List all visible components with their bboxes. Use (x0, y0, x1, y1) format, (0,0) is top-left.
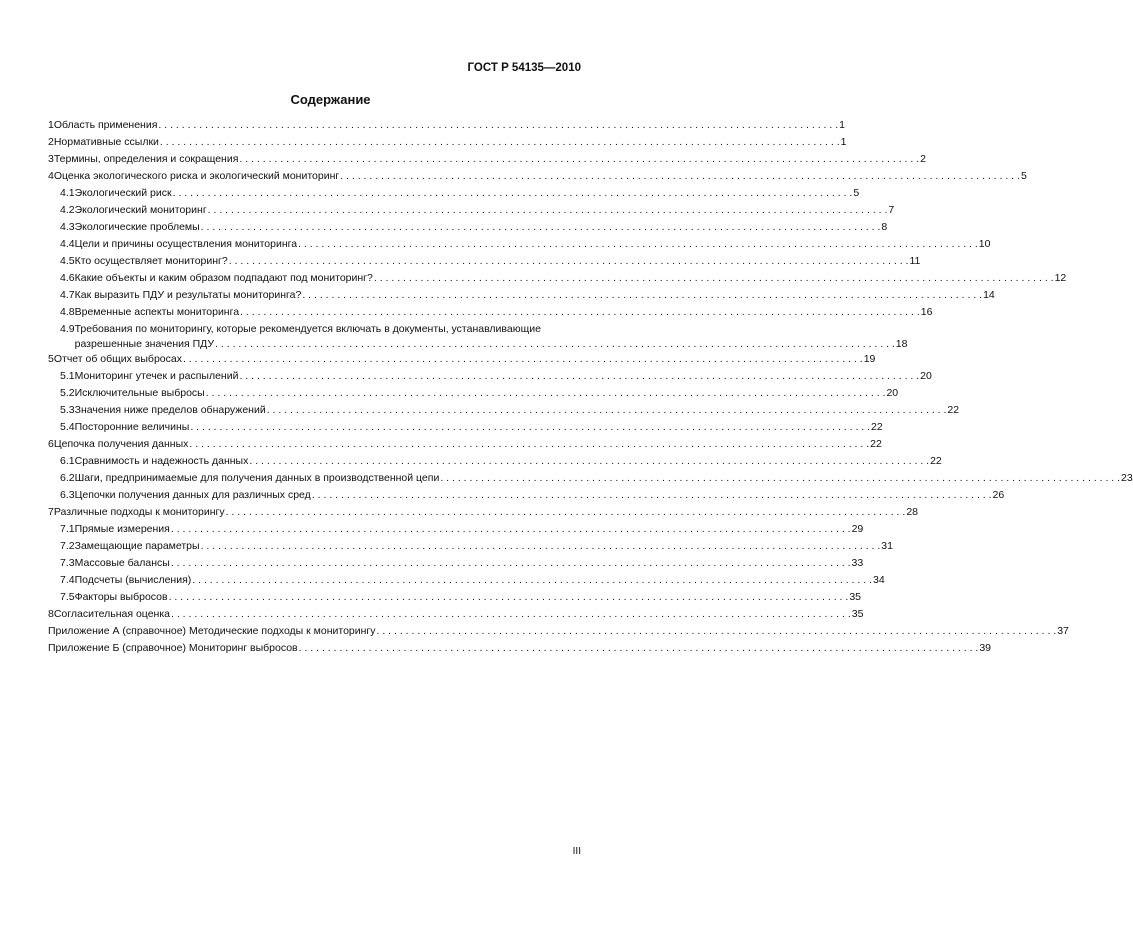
toc-entry-number: 4.5 (60, 255, 75, 267)
dot-leader (312, 488, 992, 503)
dot-leader (189, 437, 869, 452)
page-number: III (572, 846, 581, 857)
toc-entry-number: 1 (48, 119, 54, 131)
toc-entry-label: Подсчеты (вычисления) (74, 574, 192, 586)
toc-entry-page: 31 (881, 540, 893, 552)
toc-entry-number: 3 (48, 153, 54, 165)
toc-entry-page: 7 (888, 204, 895, 216)
toc-entry-number: 5.1 (60, 370, 75, 382)
toc-entry-number: 5 (48, 353, 54, 365)
dot-leader (374, 271, 1054, 286)
toc-entry[interactable] (48, 539, 893, 556)
toc-entry-number: 4.6 (60, 272, 75, 284)
toc-entry-label: Какие объекты и каким образом подпадают под мониторинг? (74, 272, 373, 284)
toc-entry-page: 5 (853, 187, 860, 199)
toc-entry-number: 4.7 (60, 289, 75, 301)
toc-entry[interactable] (48, 624, 1069, 641)
toc-entry[interactable] (48, 386, 899, 403)
toc-entry-label: Мониторинг утечек и распылений (74, 370, 239, 382)
toc-entry-label: Цели и причины осуществления мониторинга (74, 238, 298, 250)
toc-entry-number: 4.2 (60, 204, 75, 216)
toc-entry-number: 8 (48, 608, 54, 620)
table-of-contents (48, 118, 1133, 658)
toc-entry-page: 2 (920, 153, 926, 165)
toc-entry-label: Как выразить ПДУ и результаты мониторинга? (74, 289, 302, 301)
toc-entry-page: 8 (881, 221, 888, 233)
toc-entry-label: Цепочка получения данных (53, 438, 189, 450)
dot-leader (190, 420, 870, 435)
dot-leader (340, 169, 1020, 184)
toc-entry-page: 28 (906, 506, 918, 518)
toc-entry-number: 4 (48, 170, 54, 182)
toc-entry[interactable] (48, 471, 1133, 488)
toc-entry[interactable] (48, 186, 860, 203)
toc-entry-number: 7 (48, 506, 54, 518)
toc-entry-number: 6 (48, 438, 54, 450)
dot-leader (239, 369, 919, 384)
dot-leader (239, 152, 919, 167)
toc-entry-number: 5.4 (60, 421, 75, 433)
toc-entry-label: Посторонние величины (74, 421, 190, 433)
toc-entry-page: 22 (930, 455, 942, 467)
toc-entry-label: Прямые измерения (74, 523, 170, 535)
toc-entry-page: 10 (978, 238, 991, 250)
toc-entry-page: 22 (871, 421, 883, 433)
toc-entry-page: 35 (851, 608, 864, 620)
toc-entry-label: Замещающие параметры (74, 540, 200, 552)
page-title: Содержание (290, 92, 371, 107)
toc-entry[interactable] (48, 522, 864, 539)
toc-entry-label: Область применения (53, 119, 158, 131)
dot-leader (229, 254, 909, 269)
toc-entry-number: 2 (48, 136, 54, 148)
toc-entry[interactable] (48, 152, 926, 169)
dot-leader (377, 624, 1057, 639)
toc-entry-page: 1 (839, 119, 845, 131)
toc-entry-label-continued: разрешенные значения ПДУ (74, 338, 215, 350)
toc-entry-label: Экологический риск (74, 187, 172, 199)
toc-entry[interactable] (48, 135, 847, 152)
toc-entry-page: 23 (1121, 472, 1133, 484)
toc-entry[interactable] (48, 237, 991, 254)
toc-entry-number: 4.4 (60, 238, 75, 250)
toc-entry[interactable] (48, 454, 942, 471)
dot-leader (171, 556, 851, 571)
toc-entry-number: 7.1 (60, 523, 75, 535)
dot-leader (208, 203, 888, 218)
toc-entry-label: Массовые балансы (74, 557, 170, 569)
toc-entry-label: Приложение А (справочное) Методические подходы к мониторингу (48, 625, 376, 637)
toc-entry-number: 4.1 (60, 187, 75, 199)
toc-entry-page: 29 (851, 523, 864, 535)
toc-entry-number: 5.3 (60, 404, 75, 416)
toc-entry[interactable] (48, 505, 918, 522)
toc-entry-page: 39 (979, 642, 992, 654)
toc-entry-number: 7.3 (60, 557, 75, 569)
dot-leader (169, 590, 849, 605)
dot-leader (302, 288, 982, 303)
toc-entry[interactable] (48, 437, 882, 454)
dot-leader (201, 539, 881, 554)
toc-entry-page: 16 (920, 306, 933, 318)
toc-entry-page: 35 (849, 591, 861, 603)
dot-leader (267, 403, 947, 418)
dot-leader (299, 641, 979, 656)
toc-entry[interactable] (48, 271, 1067, 288)
toc-entry-label: Исключительные выбросы (74, 387, 205, 399)
toc-entry-number: 7.5 (60, 591, 75, 603)
toc-entry[interactable] (48, 322, 908, 352)
toc-entry-label: Различные подходы к мониторингу (53, 506, 225, 518)
toc-entry[interactable] (48, 220, 888, 237)
toc-entry[interactable] (48, 488, 1005, 505)
toc-entry-page: 22 (870, 438, 882, 450)
toc-entry-label: Экологические проблемы (74, 221, 200, 233)
toc-entry-page: 1 (840, 136, 847, 148)
toc-entry[interactable] (48, 573, 885, 590)
dot-leader (183, 352, 863, 367)
toc-entry-label: Требования по мониторингу, которые рекомендуется включать в документы, устанавливающие (74, 323, 541, 335)
toc-entry-page: 34 (873, 574, 885, 586)
toc-entry-page: 18 (895, 338, 908, 350)
toc-entry[interactable] (48, 203, 895, 220)
toc-entry-number: 7.2 (60, 540, 75, 552)
toc-entry-number: 6.1 (60, 455, 75, 467)
dot-leader (206, 386, 886, 401)
toc-entry-label: Экологический мониторинг (74, 204, 207, 216)
toc-entry[interactable] (48, 118, 845, 135)
toc-entry[interactable] (48, 607, 864, 624)
toc-entry-number: 6.2 (60, 472, 75, 484)
toc-entry-page: 20 (886, 387, 899, 399)
toc-entry-label: Отчет об общих выбросах (53, 353, 182, 365)
dot-leader (173, 186, 853, 201)
toc-entry-number: 4.9 (60, 323, 75, 335)
toc-entry[interactable] (48, 590, 861, 607)
toc-entry-page: 33 (851, 557, 864, 569)
toc-entry-label: Цепочки получения данных для различных сред (74, 489, 311, 501)
toc-entry-page: 12 (1054, 272, 1067, 284)
toc-entry[interactable] (48, 641, 992, 658)
toc-entry-page: 26 (992, 489, 1005, 501)
toc-entry-page: 37 (1057, 625, 1069, 637)
dot-leader (440, 471, 1120, 486)
toc-entry[interactable] (48, 556, 864, 573)
toc-entry[interactable] (48, 288, 995, 305)
toc-entry-number: 4.3 (60, 221, 75, 233)
toc-entry-number: 4.8 (60, 306, 75, 318)
toc-entry-page: 11 (909, 255, 921, 267)
standard-designation: ГОСТ Р 54135—2010 (467, 62, 581, 74)
toc-entry-page: 14 (983, 289, 995, 301)
toc-entry-page: 19 (863, 353, 876, 365)
toc-entry[interactable] (48, 305, 933, 322)
toc-entry-label: Оценка экологического риска и экологический мониторинг (53, 170, 340, 182)
toc-entry[interactable] (48, 403, 960, 420)
dot-leader (226, 505, 906, 520)
toc-entry-number: 7.4 (60, 574, 75, 586)
toc-entry-label: Шаги, предпринимаемые для получения данных в производственной цепи (74, 472, 440, 484)
dot-leader (249, 454, 929, 469)
dot-leader (171, 607, 851, 622)
dot-leader (160, 135, 840, 150)
toc-entry-label: Сравнимость и надежность данных (74, 455, 249, 467)
toc-entry-page: 5 (1020, 170, 1027, 182)
toc-entry[interactable] (48, 420, 883, 437)
dot-leader (158, 118, 838, 133)
toc-entry-label: Нормативные ссылки (53, 136, 159, 148)
toc-entry-label: Согласительная оценка (53, 608, 171, 620)
toc-entry-label: Временные аспекты мониторинга (74, 306, 240, 318)
dot-leader (298, 237, 978, 252)
dot-leader (215, 337, 895, 352)
toc-entry-page: 22 (947, 404, 960, 416)
dot-leader (201, 220, 881, 235)
toc-entry[interactable] (48, 169, 1027, 186)
toc-entry-label: Значения ниже пределов обнаружений (74, 404, 266, 416)
toc-entry-label: Факторы выбросов (74, 591, 168, 603)
dot-leader (171, 522, 851, 537)
toc-entry-number: 6.3 (60, 489, 75, 501)
toc-entry[interactable] (48, 254, 921, 271)
toc-entry-label: Приложение Б (справочное) Мониторинг выбросов (48, 642, 298, 654)
dot-leader (192, 573, 872, 588)
toc-entry-page: 20 (920, 370, 932, 382)
toc-entry[interactable] (48, 352, 876, 369)
toc-entry-number: 5.2 (60, 387, 75, 399)
toc-entry[interactable] (48, 369, 932, 386)
toc-entry-label: Кто осуществляет мониторинг? (74, 255, 228, 267)
dot-leader (240, 305, 920, 320)
toc-entry-label: Термины, определения и сокращения (53, 153, 239, 165)
